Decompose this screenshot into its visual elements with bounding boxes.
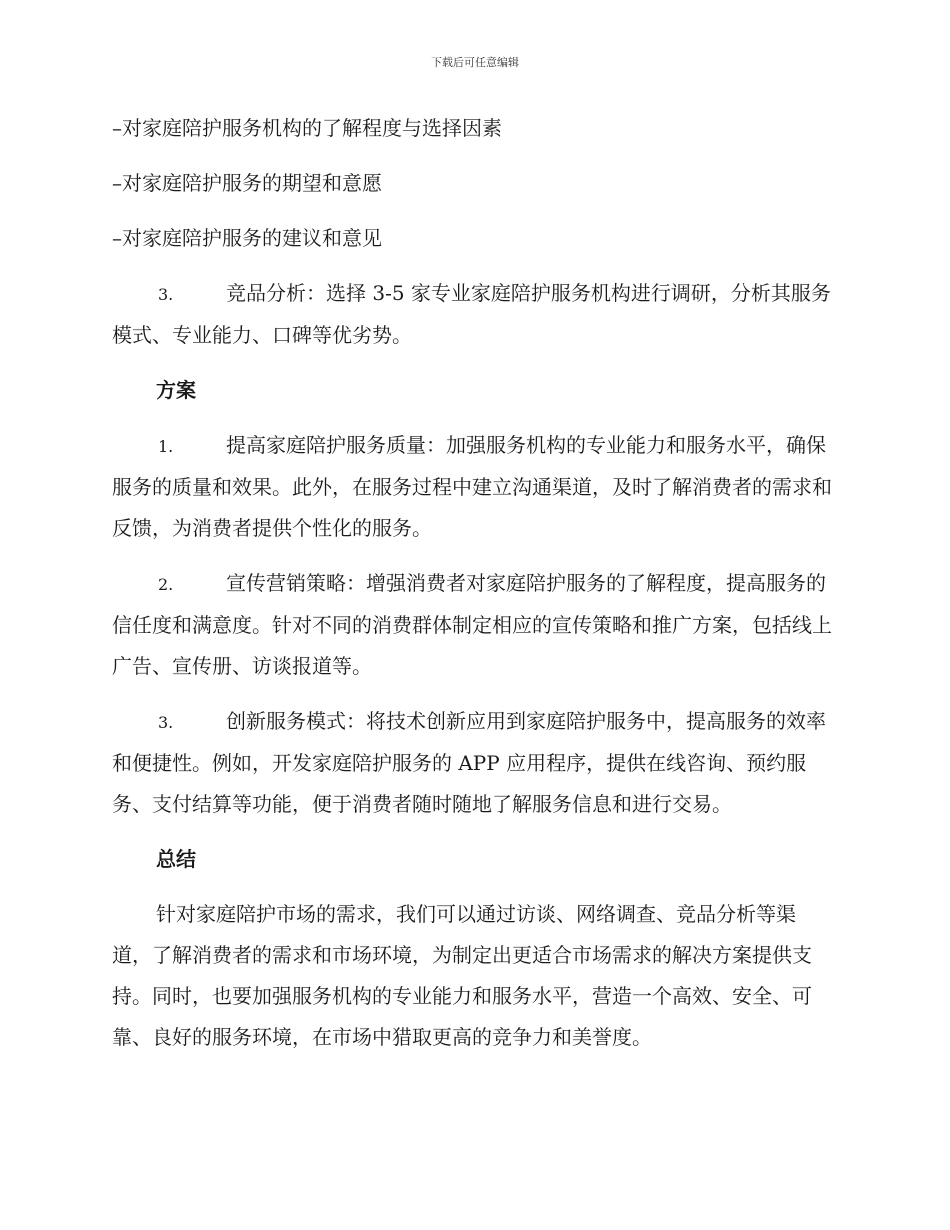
item-number: 2.	[158, 575, 174, 594]
plan-item-2	[112, 563, 834, 687]
summary-paragraph: 针对家庭陪护市场的需求，我们可以通过访谈、网络调查、竞品分析等渠道，了解消费者的需求和市场环境，为制定出更适合市场需求的解决方案提供支持。同时，也要加强服务机构的专业能力和服务水平，营造一个高效、安全、可靠、良好的服务环境，在市场中猎取更高的竞争力和美誉度。	[112, 902, 812, 1049]
item-number: 1.	[158, 437, 174, 456]
section-heading-summary: 总结	[156, 847, 196, 871]
plan-item-3	[112, 701, 834, 825]
document-body	[112, 108, 834, 1072]
research-item-3	[112, 273, 834, 356]
header-note: 下载后可任意编辑	[431, 56, 519, 69]
plan-item-1	[112, 425, 834, 549]
item-number: 3.	[158, 285, 174, 304]
bullet-item: –对家庭陪护服务的建议和意见	[112, 226, 382, 250]
bullet-item: –对家庭陪护服务的期望和意愿	[112, 171, 382, 195]
item-number: 3.	[158, 713, 174, 732]
item-text: 提高家庭陪护服务质量：加强服务机构的专业能力和服务水平，确保服务的质量和效果。此外，在服务过程中建立沟通渠道，及时了解消费者的需求和反馈，为消费者提供个性化的服务。	[112, 433, 832, 540]
bullet-item: –对家庭陪护服务机构的了解程度与选择因素	[112, 116, 502, 140]
item-text: 宣传营销策略：增强消费者对家庭陪护服务的了解程度，提高服务的信任度和满意度。针对不同的消费群体制定相应的宣传策略和推广方案，包括线上广告、宣传册、访谈报道等。	[112, 571, 832, 678]
item-text: 竞品分析：选择 3-5 家专业家庭陪护服务机构进行调研，分析其服务模式、专业能力、口碑等优劣势。	[112, 281, 831, 347]
item-text: 创新服务模式：将技术创新应用到家庭陪护服务中，提高服务的效率和便捷性。例如，开发家庭陪护服务的 APP 应用程序，提供在线咨询、预约服务、支付结算等功能，便于消费者随时随地了解服务信息和进行交易。	[112, 709, 826, 816]
section-heading-plan: 方案	[156, 378, 196, 402]
